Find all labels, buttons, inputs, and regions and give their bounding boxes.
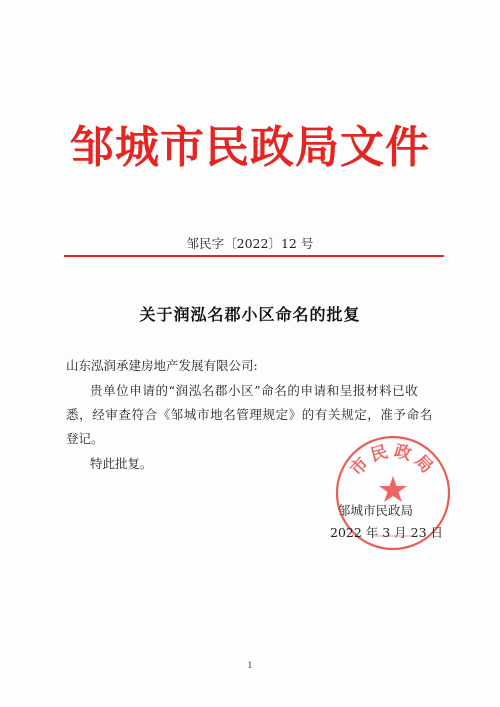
addressee: 山东泓润承建房地产发展有限公司:	[66, 358, 258, 373]
document-number: 邹民字〔2022〕12 号	[186, 236, 314, 251]
paragraph-line: 悉，经审查符合《邹城市地名管理规定》的有关规定，准予命名	[66, 407, 433, 422]
seal-arc-text: 市民政局	[346, 441, 440, 481]
page-number: 1	[247, 661, 253, 670]
paragraph-line: 贵单位申请的“润泓名郡小区”命名的申请和呈报材料已收	[90, 383, 419, 398]
document-title: 关于润泓名郡小区命名的批复	[139, 305, 361, 324]
paragraph-line: 登记。	[66, 431, 104, 446]
red-divider-line	[64, 255, 444, 257]
issuing-authority: 邹城市民政局	[338, 503, 414, 518]
closing-remark: 特此批复。	[90, 456, 153, 471]
issue-date: 2022 年 3 月 23 日	[330, 525, 444, 540]
masthead-title: 邹城市民政局文件	[70, 122, 430, 173]
